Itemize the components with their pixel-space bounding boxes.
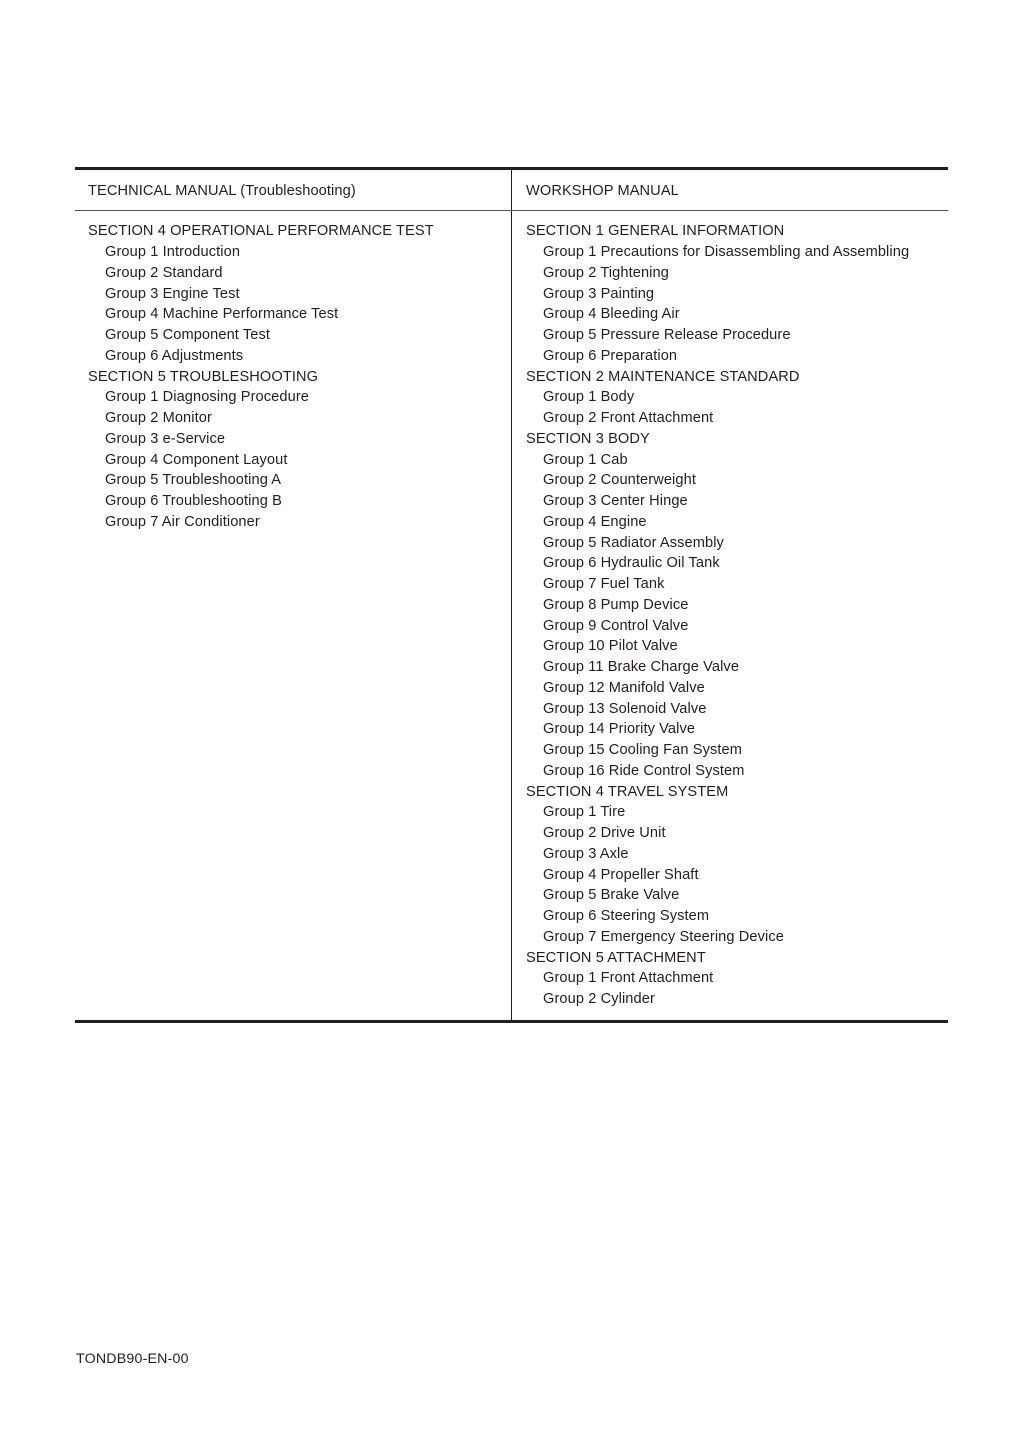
group-item: Group 2 Standard <box>105 264 223 281</box>
group-item: Group 4 Component Layout <box>105 451 288 468</box>
group-item: Group 2 Counterweight <box>543 472 696 489</box>
group-item: Group 1 Precautions for Disassembling and Assembling <box>543 244 910 261</box>
table-header-row <box>75 170 948 210</box>
group-item: Group 5 Troubleshooting A <box>105 472 282 489</box>
table-bottom-border <box>75 1020 948 1023</box>
group-item: Group 6 Preparation <box>543 347 678 364</box>
group-item: Group 7 Fuel Tank <box>543 576 665 593</box>
group-item: Group 6 Hydraulic Oil Tank <box>543 555 720 572</box>
group-item: Group 11 Brake Charge Valve <box>543 659 740 676</box>
group-item: Group 1 Front Attachment <box>543 970 714 987</box>
group-item: Group 6 Steering System <box>543 908 710 925</box>
section-title: SECTION 5 ATTACHMENT <box>526 949 706 966</box>
group-item: Group 3 Center Hinge <box>543 493 688 510</box>
group-item: Group 5 Brake Valve <box>543 887 680 904</box>
group-item: Group 13 Solenoid Valve <box>543 700 707 717</box>
footer-document-code: TONDB90-EN-00 <box>76 1351 189 1367</box>
group-item: Group 7 Air Conditioner <box>105 513 260 530</box>
column-body-technical-manual <box>75 211 511 1020</box>
group-item: Group 8 Pump Device <box>543 596 689 613</box>
group-item: Group 2 Front Attachment <box>543 410 714 427</box>
group-item: Group 9 Control Valve <box>543 617 689 634</box>
group-item: Group 7 Emergency Steering Device <box>543 928 784 945</box>
group-item: Group 3 Painting <box>543 285 655 302</box>
section-title: SECTION 2 MAINTENANCE STANDARD <box>526 368 800 385</box>
group-item: Group 1 Diagnosing Procedure <box>105 389 309 406</box>
group-item: Group 4 Engine <box>543 513 647 530</box>
group-item: Group 1 Introduction <box>105 244 241 261</box>
group-item: Group 2 Tightening <box>543 264 669 281</box>
group-item: Group 4 Bleeding Air <box>543 306 680 323</box>
section-title: SECTION 3 BODY <box>526 430 650 447</box>
group-item: Group 6 Troubleshooting B <box>105 493 282 510</box>
section-title: SECTION 1 GENERAL INFORMATION <box>526 223 785 240</box>
group-item: Group 10 Pilot Valve <box>543 638 678 655</box>
group-item: Group 1 Body <box>543 389 635 406</box>
group-item: Group 12 Manifold Valve <box>543 679 705 696</box>
section-title: SECTION 4 TRAVEL SYSTEM <box>526 783 729 800</box>
group-item: Group 5 Radiator Assembly <box>543 534 724 551</box>
group-item: Group 15 Cooling Fan System <box>543 742 743 759</box>
group-item: Group 3 e-Service <box>105 430 226 447</box>
group-item: Group 5 Component Test <box>105 327 270 344</box>
group-item: Group 3 Axle <box>543 845 629 862</box>
column-header-workshop-manual: WORKSHOP MANUAL <box>511 170 948 210</box>
group-item: Group 3 Engine Test <box>105 285 240 302</box>
section-title: SECTION 5 TROUBLESHOOTING <box>88 368 319 385</box>
group-item: Group 1 Tire <box>543 804 626 821</box>
group-item: Group 4 Propeller Shaft <box>543 866 699 883</box>
table-of-contents-table <box>75 167 948 1023</box>
column-header-technical-manual: TECHNICAL MANUAL (Troubleshooting) <box>88 183 356 199</box>
group-item: Group 2 Cylinder <box>543 991 655 1008</box>
column-body-workshop-manual <box>511 211 948 1020</box>
table-body-row <box>75 211 948 1020</box>
group-item: Group 6 Adjustments <box>105 347 244 364</box>
group-item: Group 4 Machine Performance Test <box>105 306 339 323</box>
group-item: Group 16 Ride Control System <box>543 762 745 779</box>
group-item: Group 5 Pressure Release Procedure <box>543 327 791 344</box>
group-item: Group 2 Drive Unit <box>543 825 666 842</box>
group-item: Group 1 Cab <box>543 451 628 468</box>
section-title: SECTION 4 OPERATIONAL PERFORMANCE TEST <box>88 223 434 240</box>
group-item: Group 14 Priority Valve <box>543 721 696 738</box>
group-item: Group 2 Monitor <box>105 410 212 427</box>
